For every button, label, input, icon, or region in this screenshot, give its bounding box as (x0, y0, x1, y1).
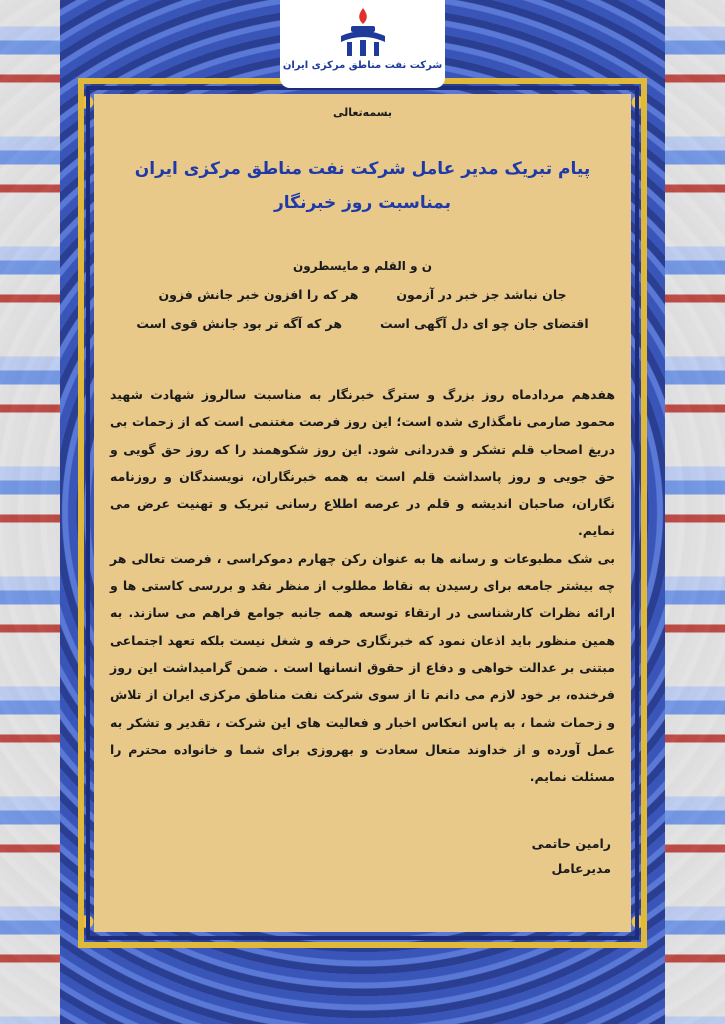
verse-hemistich: هر که آگه تر بود جانش قوی است (136, 316, 343, 331)
company-logo (280, 0, 445, 88)
verse-hemistich: اقتضای جان چو ای دل آگهی است (380, 316, 589, 331)
letter-title: پیام تبریک مدیر عامل شرکت نفت مناطق مرکزی ایران (134, 159, 591, 179)
verse-line-2 (110, 316, 615, 331)
signer-name: رامین حاتمی (531, 836, 611, 852)
verse-hemistich: جان نباشد جز خبر در آزمون (396, 287, 567, 302)
body-paragraph: بی شک مطبوعات و رسانه ها به عنوان رکن چهارم دموکراسی ، فرصت تعالی هر چه بیشتر جامعه برای رسیدن به نقاط مطلوب از منظر نقد و بررسی کاستی ها و ارائه نظرات کارشناسی در ارتقاء توسعه همه جانبه جوامع فراهم می سازند. به همین منظور باید اذعان نمود که خبرنگاری حرفه و شغل نیست بلکه تعهد اجتماعی مبتنی بر عدالت خواهی و دفاع از حقوق انسانها است . ضمن گرامیداشت این روز فرخنده، بر خود لازم می دانم تا از سوی شرکت نفت مناطق مرکزی ایران از تلاش و زحمات شما ، به پاس انعکاس اخبار و فعالیت های این شرکت ، تقدیر و تشکر به عمل آورده و از خداوند متعال سعادت و بهروزی برای شما و خانواده محترم را مسئلت نمایم. (110, 550, 615, 785)
verse-line-1 (110, 287, 615, 302)
body-paragraph: هفدهم مردادماه روز بزرگ و سترگ خبرنگار به مناسبت سالروز شهادت شهید محمود صارمی نامگذاری شده است؛ این روز فرصت مغتنمی است که از زحمات بی دریغ اصحاب قلم تشکر و قدردانی شود. این روز شکوهمند را که روز حق گویی و حق جویی و روز پاسداشت قلم است به همه خبرنگاران، نویسندگان و روزنامه نگاران، صاحبان اندیشه و قلم در عرصه اطلاع رسانی تبریک و تهنیت عرض می نمایم. (110, 387, 615, 539)
logo-text: شرکت نفت مناطق مرکزی ایران (282, 60, 443, 71)
signature-block (110, 836, 615, 876)
letter-content (110, 100, 615, 886)
right-ornament-band (665, 0, 725, 1024)
left-ornament-band (0, 0, 60, 1024)
basmala: بسمه‌تعالی (332, 106, 393, 119)
oil-company-emblem-icon (333, 6, 393, 58)
verse-hemistich: هر که را افزون خبر جانش فزون (158, 287, 359, 302)
verse-heading: ن و القلم و مایسطرون (293, 259, 432, 273)
letter-body (110, 381, 615, 790)
letter-subtitle: بمناسبت روز خبرنگار (274, 193, 451, 213)
signer-position: مدیرعامل (551, 861, 611, 877)
